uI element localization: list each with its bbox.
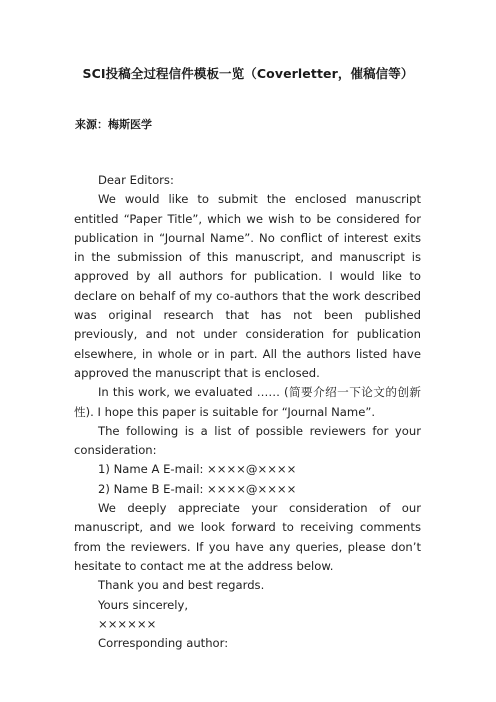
salutation: Dear Editors: (98, 173, 174, 187)
paragraph-evaluation: In this work, we evaluated …… (简要介绍一下论文的创新性). I hope this paper is suitable for “Journal Name”. (74, 385, 421, 419)
cover-letter-body (74, 171, 421, 653)
source-line: 来源：梅斯医学 (75, 118, 152, 131)
thanks-line: Thank you and best regards. (98, 578, 265, 593)
reviewer-item: 1) Name A E-mail: ××××@×××× (98, 462, 297, 477)
paragraph-appreciation: We deeply appreciate your consideration of our manuscript, and we look forward to receiving comments from the reviewers. If you have any queries, please don’t hesitate to contact me at the address below. (74, 501, 421, 573)
reviewer-item: 2) Name B E-mail: ××××@×××× (98, 481, 297, 496)
paragraph-reviewers-intro: The following is a list of possible reviewers for your consideration: (74, 423, 421, 458)
document-title: SCI投稿全过程信件模板一览（Coverletter，催稿信等） (82, 66, 414, 81)
signature-line: ×××××× (98, 616, 157, 631)
corresponding-author-line: Corresponding author: (98, 636, 229, 651)
closing-line: Yours sincerely, (98, 597, 189, 612)
paragraph-submission: We would like to submit the enclosed manuscript entitled “Paper Title”, which we wish to be considered for publication in “Journal Name”. No conflict of interest exits in the submission of this manuscript, and manuscript is approved by all authors for publication. I would like to declare on behalf of my co-authors that the work described was original research that has not been published previously, and not under consideration for publication elsewhere, in whole or in part. All the authors listed have approved the manuscript that is enclosed. (74, 192, 421, 380)
